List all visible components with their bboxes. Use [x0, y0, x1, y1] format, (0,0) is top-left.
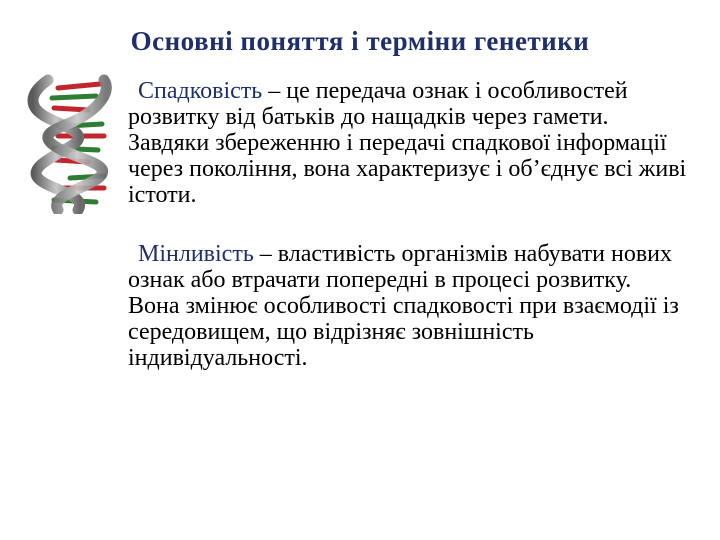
dna-helix-icon	[18, 74, 118, 214]
page-title: Основні поняття і терміни генетики	[130, 26, 590, 56]
variability-definition	[128, 241, 708, 293]
variability-note: Вона змінює особливості спадковості при взаємодії із середовищем, що відрізняє зовнішність індивідуальності.	[128, 293, 679, 371]
heredity-definition	[128, 78, 708, 130]
heredity-definition-text: – це передача ознак і особливостей розвитку від батьків до нащадків через гамети.	[128, 78, 628, 130]
definitions	[128, 78, 708, 371]
variability-definition-text: – властивість організмів набувати нових ознак або втрачати попередні в процесі розвитку.	[128, 241, 673, 293]
variability-term: Мінливість	[138, 241, 254, 267]
heredity-note: Завдяки збереженню і передачі спадкової інформації через покоління, вона характеризує і об’єднує всі живі істоти.	[128, 130, 687, 208]
heredity-term: Спадковість	[138, 78, 263, 104]
